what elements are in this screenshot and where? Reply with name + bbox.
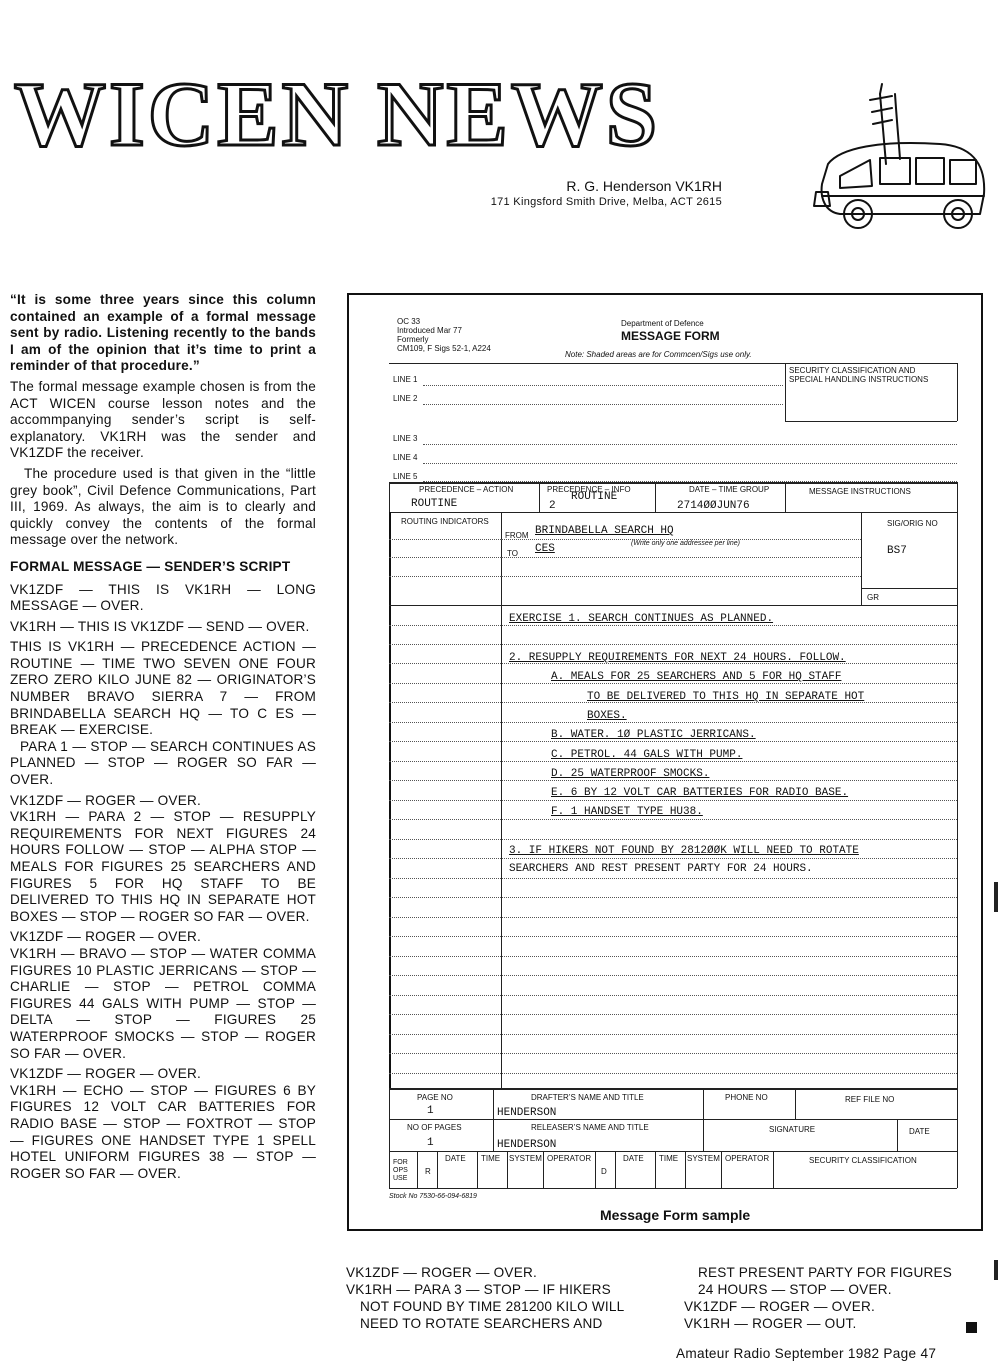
page-no-value: 1 [427,1105,434,1117]
routing-label: ROUTING INDICATORS [401,517,489,526]
form-note: Note: Shaded areas are for Commcen/Sigs use only. [565,350,752,359]
body-line: SEARCHERS AND REST PRESENT PARTY FOR 24 HOURS. [509,863,813,875]
bottom-line: VK1RH — ROGER — OUT. [684,1316,857,1331]
msg-instr-label: MESSAGE INSTRUCTIONS [809,487,911,496]
operator-col2-label: OPERATOR [725,1154,770,1163]
releaser-value: HENDERSON [497,1139,557,1151]
form-formerly: Formerly [397,335,429,344]
time-col2-label: TIME [659,1154,679,1163]
prec-action-label: PRECEDENCE – ACTION [419,485,514,494]
prec-info-num: 2 [549,500,556,512]
bottom-line: 24 HOURS — STOP — OVER. [698,1282,892,1297]
masthead-title: WICEN NEWS [14,63,661,165]
sig-orig-label: SIG/ORIG NO [887,519,938,528]
body-line: EXERCISE 1. SEARCH CONTINUES AS PLANNED. [509,613,774,625]
bottom-line: NOT FOUND BY TIME 281200 KILO WILL [360,1299,625,1314]
drafter-value: HENDERSON [497,1107,557,1119]
line-label: LINE 1 [393,375,418,384]
bottom-line: REST PRESENT PARTY FOR FIGURES [698,1265,953,1280]
script-line: THIS IS VK1RH — PRECEDENCE ACTION — ROUTINE — TIME TWO SEVEN ONE FOUR ZERO ZERO KILO JUNE 82 — ORIGINATOR’S NUMBER BRAVO SIERRA 7 — FROM BRINDABELLA SEARCH HQ — TO C ES — BREAK — EXERCISE. [10,639,316,738]
from-value: BRINDABELLA SEARCH HQ [535,525,674,537]
intro-paragraph-1: The formal message example chosen is from the ACT WICEN course lesson notes and the accommpanying sender’s script is self-explanatory. VK1RH was the sender and VK1ZDF the receiver. [10,378,316,461]
to-value: CES [535,543,555,555]
body-line: TO BE DELIVERED TO THIS HQ IN SEPARATE HOT [587,691,865,703]
write-note: (Write only one addressee per line) [631,540,740,547]
from-label: FROM [505,531,529,540]
dtg-value: 2714ØØJUN76 [677,500,750,512]
script-heading: FORMAL MESSAGE — SENDER’S SCRIPT [10,558,291,574]
gr-label: GR [867,593,879,602]
byline-address: 171 Kingsford Smith Drive, Melba, ACT 2615 [490,196,722,208]
no-pages-label: NO OF PAGES [407,1123,462,1132]
bottom-middle-column [346,1264,656,1332]
form-title: MESSAGE FORM [621,329,720,343]
stock-no: Stock No 7530-66-094-6819 [389,1193,477,1200]
r-label: R [425,1167,431,1176]
form-caption: Message Form sample [600,1207,751,1223]
pull-quote: “It is some three years since this column contained an example of a formal message sent by radio. Listening recently to the bands I am of the opinion that it’s time to print a reminder of that procedure.” [10,292,316,374]
script-line: VK1ZDF — ROGER — OVER. [10,929,201,945]
dtg-label: DATE – TIME GROUP [689,485,770,494]
sig-orig-value: BS7 [887,545,907,557]
prec-action-value: ROUTINE [411,498,458,510]
for-ops-use: FOR OPS USE [393,1159,408,1183]
prec-info-label: PRECEDENCE – INFO [547,485,631,494]
script-line: VK1RH — BRAVO — STOP — WATER COMMA FIGURES 10 PLASTIC JERRICANS — STOP — CHARLIE — STOP — PETROL COMMA FIGURES 44 GALS WITH PUMP — STOP — DELTA — STOP — FIGURES 25 WATERPROOF SMOCKS — STOP — ROGER SO FAR — OVER. [10,945,316,1061]
no-pages-value: 1 [427,1137,434,1149]
body-line: BOXES. [587,710,627,722]
form-ref: OC 33 [397,317,421,326]
date-col2-label: DATE [623,1154,644,1163]
prec-info-value: ROUTINE [571,491,618,503]
operator-col-label: OPERATOR [547,1154,592,1163]
bottom-line: VK1RH — PARA 3 — STOP — IF HIKERS [346,1282,611,1297]
time-col-label: TIME [481,1154,501,1163]
page-footer: Amateur Radio September 1982 Page 47 [676,1346,937,1361]
script-line: VK1ZDF — ROGER — OVER. [10,1066,201,1082]
body-line: F. 1 HANDSET TYPE HU38. [551,806,703,818]
d-label: D [601,1167,607,1176]
form-dept: Department of Defence [621,319,704,328]
releaser-label: RELEASER’S NAME AND TITLE [531,1123,649,1132]
system-col-label: SYSTEM [509,1154,542,1163]
form-introduced: Introduced Mar 77 [397,326,462,335]
line-label: LINE 3 [393,434,418,443]
script-line: VK1ZDF — THIS IS VK1RH — LONG MESSAGE — OVER. [10,581,316,614]
scan-edge-mark [994,1260,998,1280]
body-line: C. PETROL. 44 GALS WITH PUMP. [551,749,743,761]
to-label: TO [507,549,518,558]
bottom-right-column [684,1264,984,1332]
end-mark [966,1322,977,1333]
line-label: LINE 4 [393,453,418,462]
body-line: D. 25 WATERPROOF SMOCKS. [551,768,710,780]
bottom-line: VK1ZDF — ROGER — OVER. [684,1299,875,1314]
script-line: VK1RH — THIS IS VK1ZDF — SEND — OVER. [10,618,310,634]
van-antenna-illustration [800,64,990,254]
body-line: E. 6 BY 12 VOLT CAR BATTERIES FOR RADIO BASE. [551,787,849,799]
form-formerly-codes: CM109, F Sigs 52-1, A224 [397,344,491,353]
script-line: PARA 1 — STOP — SEARCH CONTINUES AS PLANNED — STOP — ROGER SO FAR — OVER. [10,738,316,788]
body-line: 2. RESUPPLY REQUIREMENTS FOR NEXT 24 HOURS. FOLLOW. [509,652,846,664]
script-line: VK1ZDF — ROGER — OVER. [10,792,201,808]
line-label: LINE 2 [393,394,418,403]
bottom-line: NEED TO ROTATE SEARCHERS AND [360,1316,603,1331]
body-line: A. MEALS FOR 25 SEARCHERS AND 5 FOR HQ STAFF [551,671,842,683]
phone-label: PHONE NO [725,1093,768,1102]
date-label: DATE [909,1127,930,1136]
body-line: B. WATER. 1Ø PLASTIC JERRICANS. [551,729,756,741]
bottom-line: VK1ZDF — ROGER — OVER. [346,1265,537,1280]
page-no-label: PAGE NO [417,1093,453,1102]
line-label: LINE 5 [393,472,418,481]
article-column [10,292,316,1186]
message-form [347,293,983,1231]
script-line: VK1RH — ECHO — STOP — FIGURES 6 BY FIGURES 12 VOLT CAR BATTERIES FOR RADIO BASE — STOP — FOXTROT — STOP — FIGURES ONE HANDSET TYPE 1 SPELL HOTEL UNIFORM FIGURES 38 — STOP — ROGER SO FAR — OVER. [10,1082,316,1181]
body-line: 3. IF HIKERS NOT FOUND BY 2812ØØK WILL NEED TO ROTATE [509,845,859,857]
byline-author: R. G. Henderson VK1RH [566,178,722,194]
script-line: VK1RH — PARA 2 — STOP — RESUPPLY REQUIREMENTS FOR NEXT FIGURES 24 HOURS FOLLOW — STOP — ALPHA STOP — MEALS FOR FIGURES 25 SEARCHERS AND FIGURES 5 FOR HQ STAFF TO BE DELIVERED TO THIS HQ IN SEPARATE HOT BOXES — STOP — ROGER SO FAR — OVER. [10,809,316,924]
system-col2-label: SYSTEM [687,1154,720,1163]
drafter-label: DRAFTER’S NAME AND TITLE [531,1093,644,1102]
sec-class-label: SECURITY CLASSIFICATION [809,1156,917,1165]
ref-file-label: REF FILE NO [845,1095,895,1104]
scan-edge-mark [994,882,998,912]
date-col-label: DATE [445,1154,466,1163]
security-label: SECURITY CLASSIFICATION AND SPECIAL HANDLING INSTRUCTIONS [789,366,929,385]
intro-paragraph-2: The procedure used is that given in the “little grey book”, Civil Defence Communications, Part III, 1969. As always, the aim is to clearly and quickly convey the contents of the formal message over the network. [10,465,316,548]
signature-label: SIGNATURE [769,1125,816,1134]
